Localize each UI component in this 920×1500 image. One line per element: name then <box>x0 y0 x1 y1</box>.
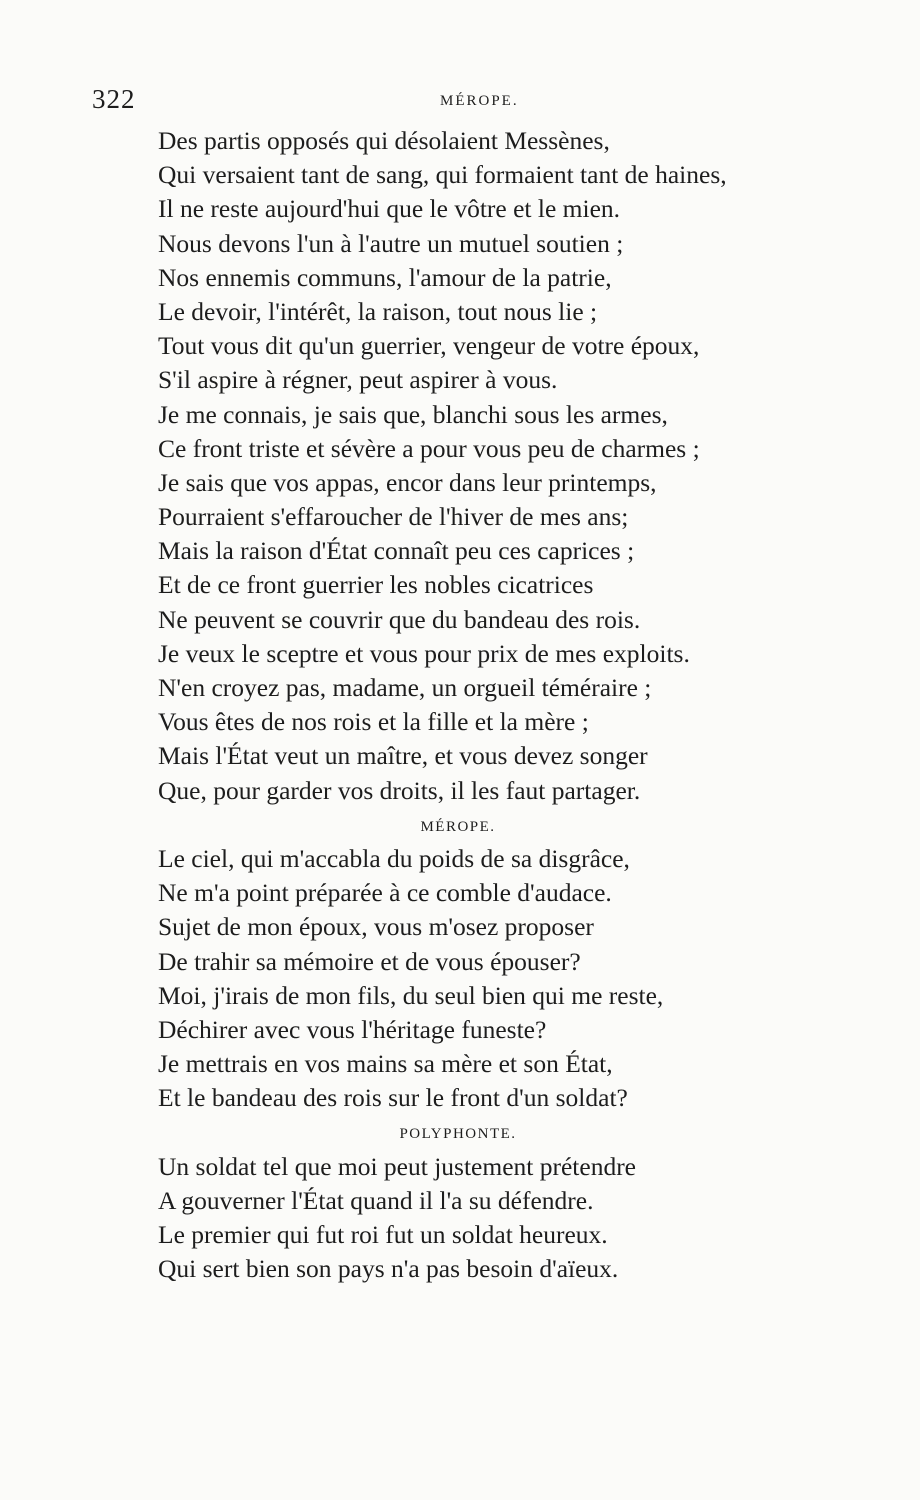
verse-line: Ne m'a point préparée à ce comble d'audace. <box>158 878 612 908</box>
verse-line: Sujet de mon époux, vous m'osez proposer <box>158 912 594 942</box>
verse-line: Le ciel, qui m'accabla du poids de sa disgrâce, <box>158 843 630 873</box>
verse-line: Je sais que vos appas, encor dans leur printemps, <box>158 467 657 497</box>
verse-line: Qui sert bien son pays n'a pas besoin d'aïeux. <box>158 1254 619 1284</box>
verse-line: Que, pour garder vos droits, il les faut partager. <box>158 775 641 805</box>
verse-line: Je veux le sceptre et vous pour prix de mes exploits. <box>158 638 690 668</box>
verse-line: Un soldat tel que moi peut justement prétendre <box>158 1151 637 1181</box>
verse-line: Ce front triste et sévère a pour vous peu de charmes ; <box>158 433 700 463</box>
verse-line: Tout vous dit qu'un guerrier, vengeur de votre époux, <box>158 331 700 361</box>
page-number: 322 <box>92 84 136 114</box>
verse-line: Je mettrais en vos mains sa mère et son État, <box>158 1049 613 1079</box>
verse-line: Le devoir, l'intérêt, la raison, tout nous lie ; <box>158 296 598 326</box>
verse-line: Pourraient s'effaroucher de l'hiver de mes ans; <box>158 502 629 532</box>
verse-line: A gouverner l'État quand il l'a su défendre. <box>158 1185 594 1215</box>
speaker-name: POLYPHONTE. <box>399 1126 517 1143</box>
verse-line: Mais la raison d'État connaît peu ces caprices ; <box>158 536 635 566</box>
running-title: MÉROPE. <box>440 93 519 109</box>
verse-line: Je me connais, je sais que, blanchi sous les armes, <box>158 399 668 429</box>
verse-line: Il ne reste aujourd'hui que le vôtre et le mien. <box>158 194 621 224</box>
verse-line: Déchirer avec vous l'héritage funeste? <box>158 1014 547 1044</box>
speaker-name: MÉROPE. <box>420 818 496 835</box>
verse-line: Vous êtes de nos rois et la fille et la mère ; <box>158 707 589 737</box>
verse-line: S'il aspire à régner, peut aspirer à vous. <box>158 365 558 395</box>
verse-line: Mais l'État veut un maître, et vous devez songer <box>158 741 648 771</box>
verse-text <box>158 124 858 1286</box>
verse-line: Et de ce front guerrier les nobles cicatrices <box>158 570 594 600</box>
verse-line: De trahir sa mémoire et de vous épouser? <box>158 946 581 976</box>
verse-line: Qui versaient tant de sang, qui formaient tant de haines, <box>158 160 727 190</box>
page-header <box>92 84 792 120</box>
verse-line: Des partis opposés qui désolaient Messènes, <box>158 126 610 155</box>
verse-line: Moi, j'irais de mon fils, du seul bien qui me reste, <box>158 980 664 1010</box>
verse-line: Nos ennemis communs, l'amour de la patrie, <box>158 262 612 292</box>
verse-line: Et le bandeau des rois sur le front d'un soldat? <box>158 1083 628 1113</box>
verse-line: Ne peuvent se couvrir que du bandeau des rois. <box>158 604 641 634</box>
verse-line: Le premier qui fut roi fut un soldat heureux. <box>158 1220 608 1249</box>
verse-line: Nous devons l'un à l'autre un mutuel soutien ; <box>158 228 624 258</box>
verse-line: N'en croyez pas, madame, un orgueil téméraire ; <box>158 673 652 702</box>
